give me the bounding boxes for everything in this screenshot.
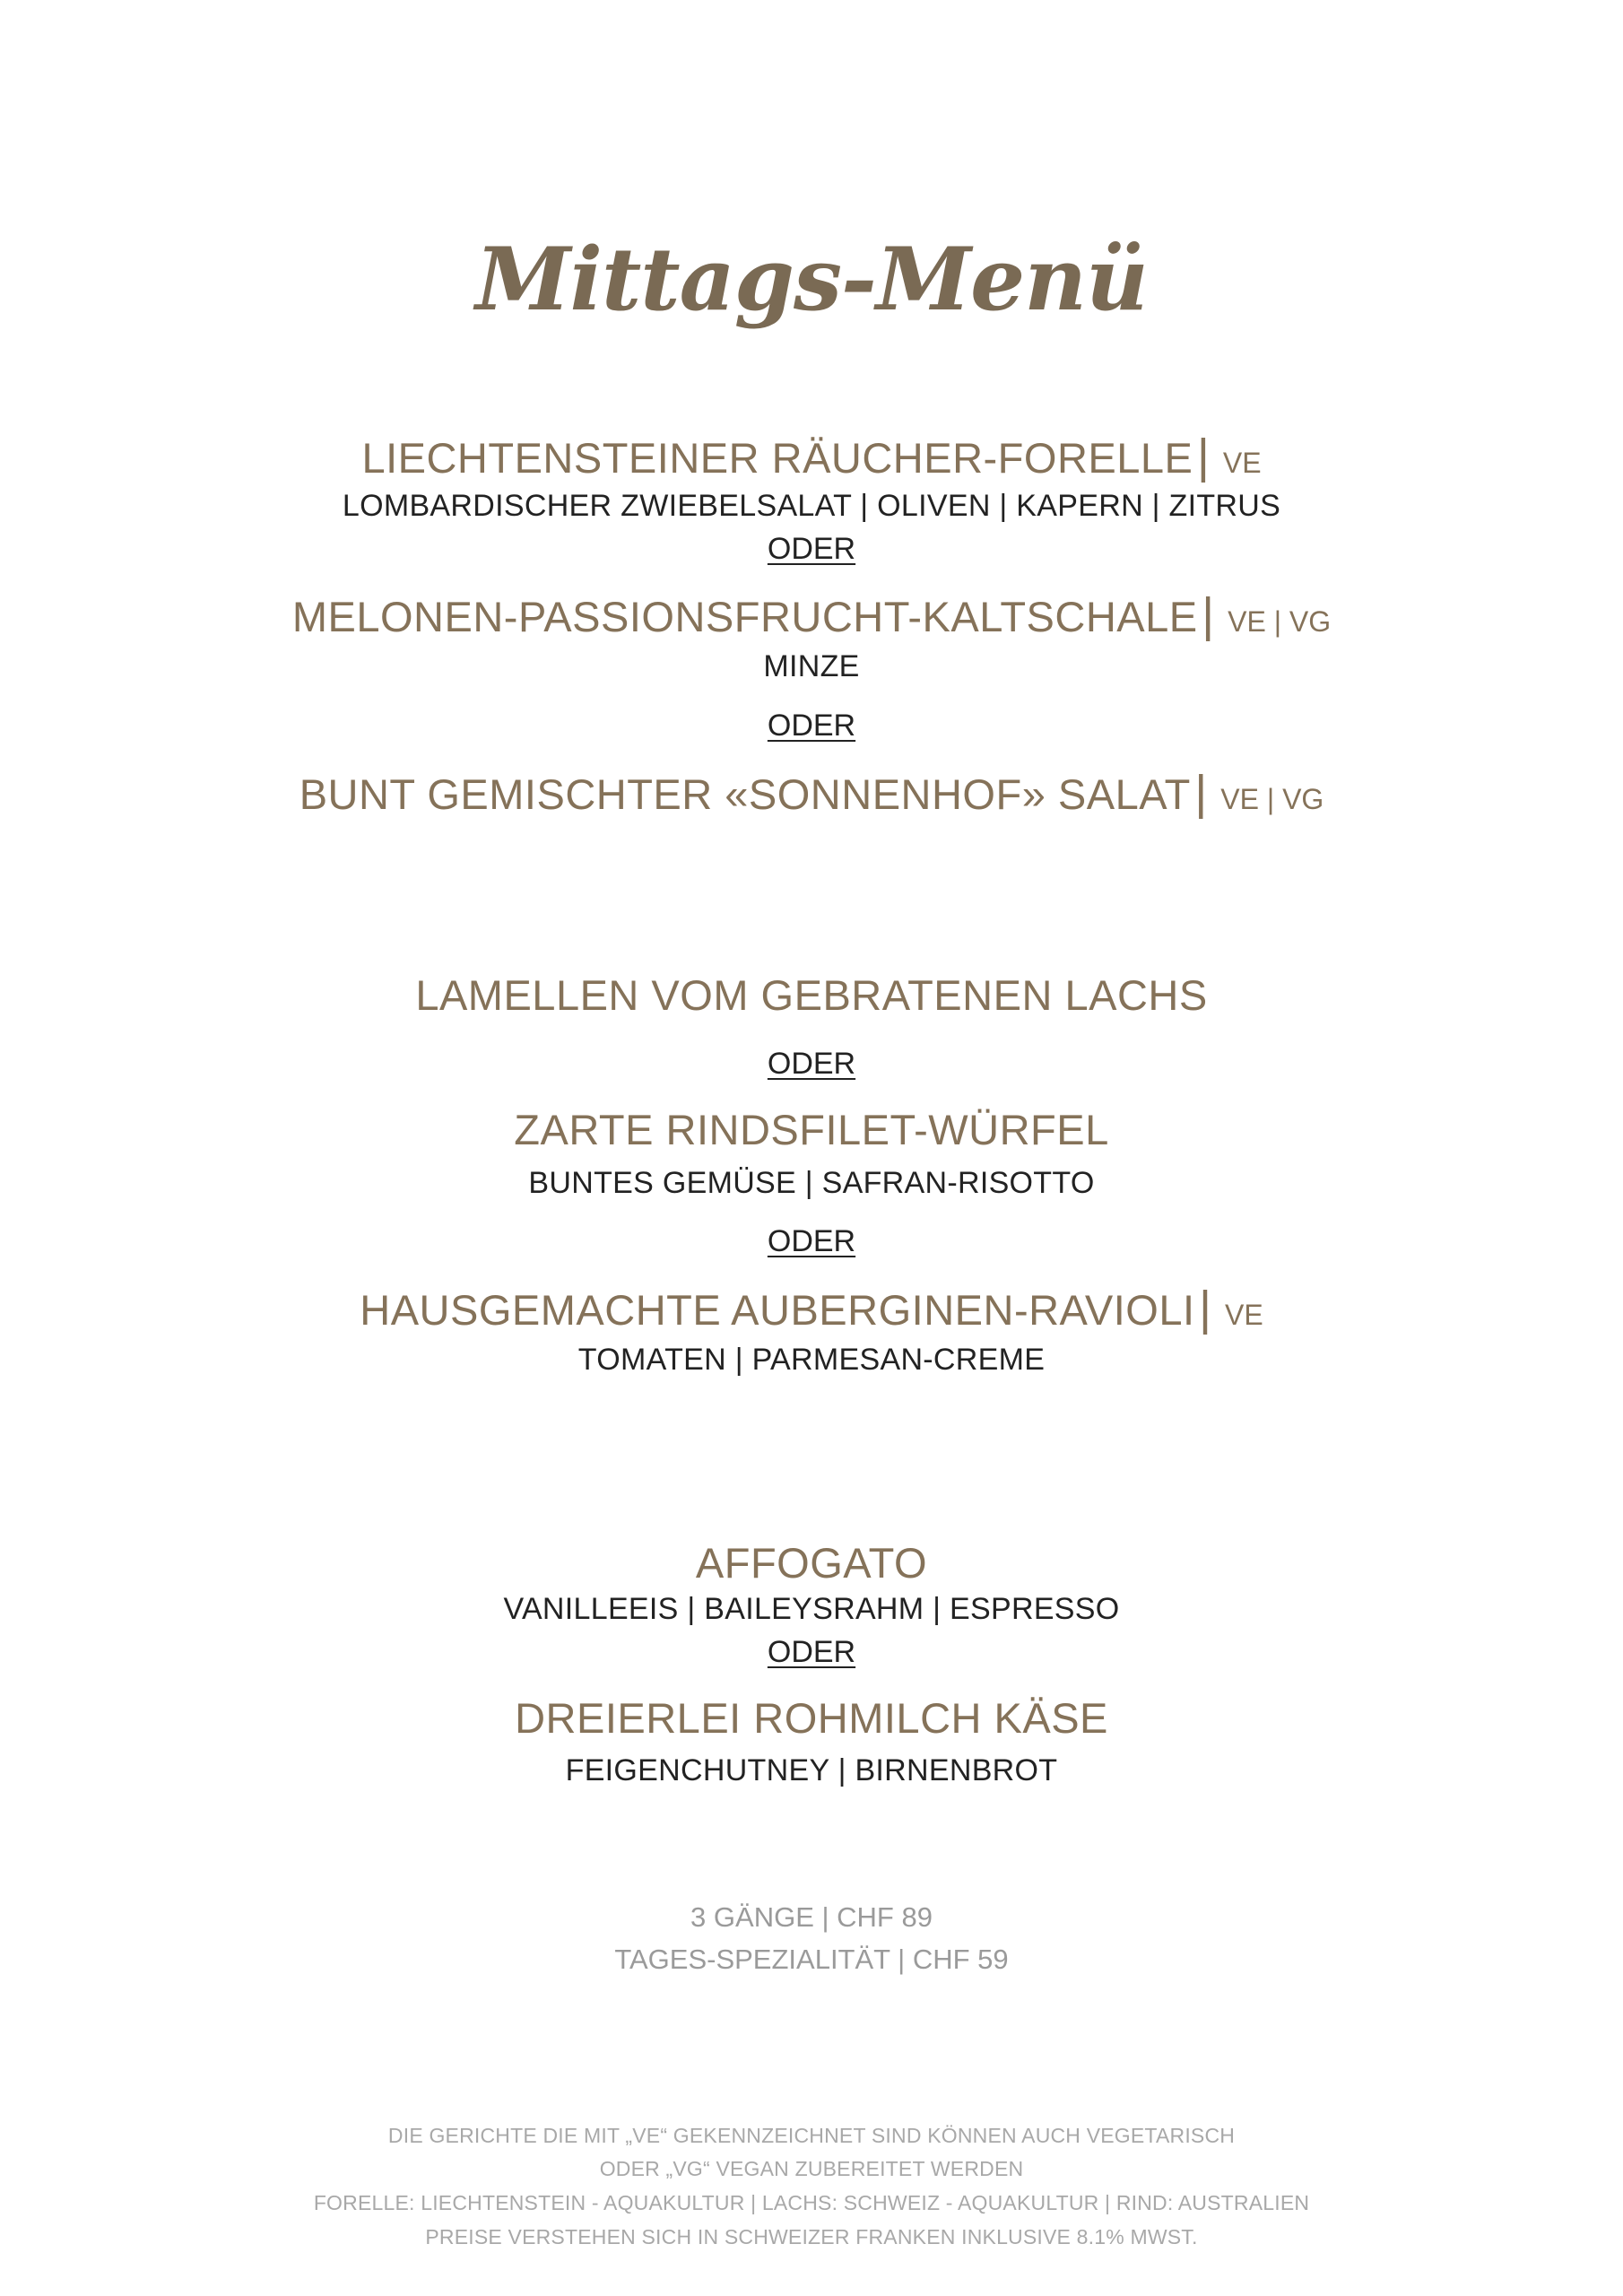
dessert-2 <box>0 1693 1623 1743</box>
footnote-line-4: PREISE VERSTEHEN SICH IN SCHWEIZER FRANKEN INKLUSIVE 8.1% MWST. <box>425 2225 1198 2248</box>
dessert-2-description: FEIGENCHUTNEY | BIRNENBROT <box>565 1753 1058 1787</box>
main-3-name: HAUSGEMACHTE AUBERGINEN-RAVIOLI <box>360 1286 1195 1334</box>
starter-2 <box>0 587 1623 643</box>
footnote-line-1: DIE GERICHTE DIE MIT „VE“ GEKENNZEICHNET SIND KÖNNEN AUCH VEGETARISCH <box>387 2124 1236 2147</box>
main-2-description: BUNTES GEMÜSE | SAFRAN-RISOTTO <box>528 1166 1095 1200</box>
dessert-1 <box>0 1538 1623 1587</box>
starter-2-description: MINZE <box>763 649 860 683</box>
main-oder-2: ODER <box>767 1224 856 1258</box>
main-3-tags: VE <box>1225 1299 1263 1331</box>
starter-2-tags: VE | VG <box>1228 605 1332 638</box>
starter-oder-1: ODER <box>767 532 856 566</box>
dessert-1-description: VANILLEEIS | BAILEYSRAHM | ESPRESSO <box>503 1592 1120 1626</box>
starter-1-description: LOMBARDISCHER ZWIEBELSALAT | OLIVEN | KAPERN | ZITRUS <box>342 489 1281 523</box>
main-1 <box>0 970 1623 1020</box>
separator: | <box>1196 430 1223 483</box>
menu-title: Mittags-Menü <box>475 229 1148 330</box>
starter-1-tags: VE <box>1222 447 1262 479</box>
main-2 <box>0 1105 1623 1154</box>
starter-3-tags: VE | VG <box>1220 783 1324 815</box>
main-oder-1: ODER <box>767 1047 856 1081</box>
separator: | <box>1202 588 1228 642</box>
starter-2-name: MELONEN-PASSIONSFRUCHT-KALTSCHALE <box>291 593 1198 640</box>
main-2-name: ZARTE RINDSFILET-WÜRFEL <box>514 1106 1109 1153</box>
starter-3 <box>0 765 1623 821</box>
starter-1 <box>0 429 1623 484</box>
price-daily-special: TAGES-SPEZIALITÄT | CHF 59 <box>614 1944 1009 1975</box>
starter-oder-2: ODER <box>767 709 856 743</box>
dessert-2-name: DREIERLEI ROHMILCH KÄSE <box>515 1694 1108 1742</box>
footnote-line-2: ODER „VG“ VEGAN ZUBEREITET WERDEN <box>599 2157 1024 2180</box>
footnote-line-3: FORELLE: LIECHTENSTEIN - AQUAKULTUR | LACHS: SCHWEIZ - AQUAKULTUR | RIND: AUSTRALIEN <box>313 2191 1310 2214</box>
separator: | <box>1194 766 1221 820</box>
price-three-courses: 3 GÄNGE | CHF 89 <box>690 1901 933 1933</box>
main-3-description: TOMATEN | PARMESAN-CREME <box>577 1343 1046 1377</box>
main-3 <box>0 1281 1623 1336</box>
starter-3-name: BUNT GEMISCHTER «SONNENHOF» SALAT <box>299 770 1191 818</box>
starter-1-name: LIECHTENSTEINER RÄUCHER-FORELLE <box>361 434 1193 482</box>
dessert-oder-1: ODER <box>767 1635 856 1669</box>
main-1-name: LAMELLEN VOM GEBRATENEN LACHS <box>415 971 1208 1019</box>
dessert-1-name: AFFOGATO <box>695 1539 928 1587</box>
separator: | <box>1199 1282 1226 1335</box>
